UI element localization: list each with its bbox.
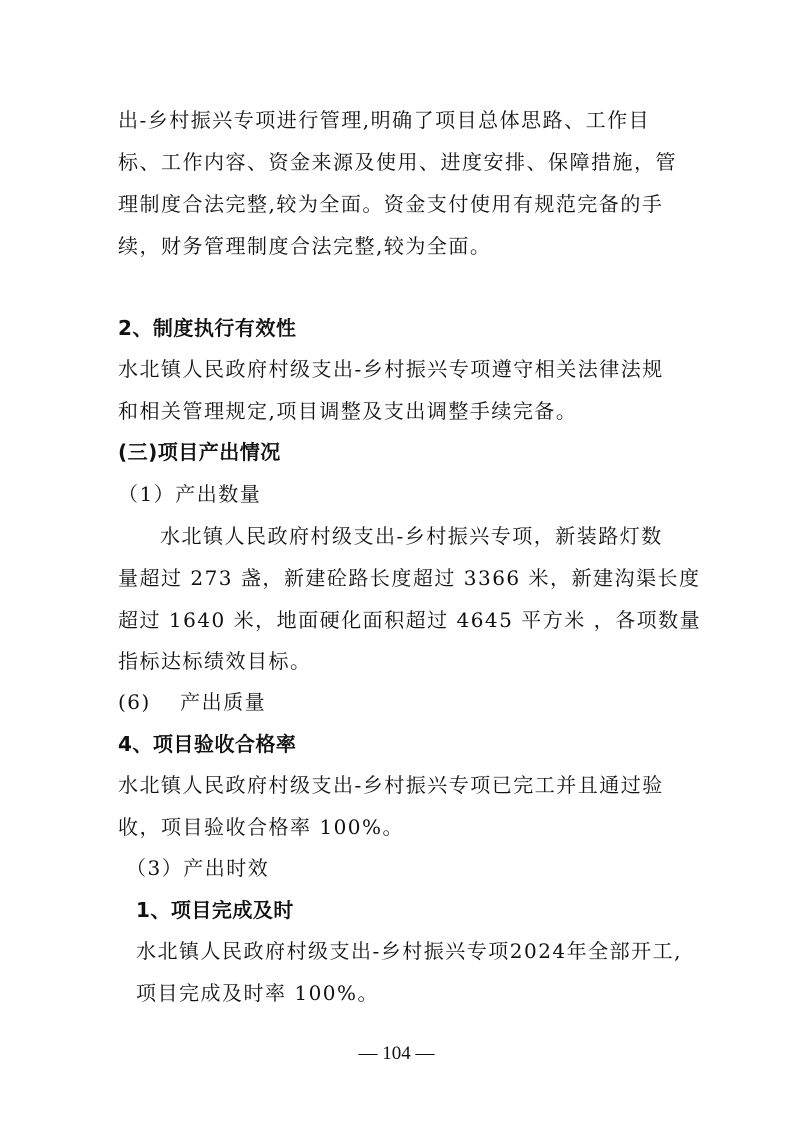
paragraph-line: 水北镇人民政府村级支出-乡村振兴专项，新装路灯数 (160, 524, 663, 548)
paragraph-line: 续，财务管理制度合法完整,较为全面。 (118, 234, 492, 258)
paragraph-line: 指标达标绩效目标。 (118, 649, 312, 673)
subsection-label: （1）产出数量 (118, 482, 262, 506)
paragraph-line: 量超过 273 盏，新建砼路长度超过 3366 米，新建沟渠长度 (118, 566, 701, 590)
section-heading: 4、项目验收合格率 (118, 732, 297, 756)
paragraph-line: 收，项目验收合格率 100%。 (118, 815, 405, 839)
paragraph-line: 和相关管理规定,项目调整及支出调整手续完备。 (118, 399, 578, 423)
paragraph-line: 水北镇人民政府村级支出-乡村振兴专项2024年全部开工, (136, 939, 683, 963)
section-heading: 1、项目完成及时 (136, 898, 294, 922)
section-heading: 2、制度执行有效性 (118, 316, 297, 340)
paragraph-line: 超过 1640 米，地面硬化面积超过 4645 平方米 ，各项数量 (118, 608, 702, 632)
subsection-label: (6) 产出质量 (118, 690, 267, 714)
paragraph-line: 标、工作内容、资金来源及使用、进度安排、保障措施，管 (118, 150, 677, 174)
page-number: — 104 — (358, 1043, 435, 1064)
subsection-label: （3）产出时效 (126, 856, 270, 880)
paragraph-line: 水北镇人民政府村级支出-乡村振兴专项已完工并且通过验 (118, 773, 664, 797)
paragraph-line: 出-乡村振兴专项进行管理,明确了项目总体思路、工作目 (118, 108, 651, 132)
paragraph-line: 水北镇人民政府村级支出-乡村振兴专项遵守相关法律法规 (118, 357, 664, 381)
section-heading: (三)项目产出情况 (118, 440, 281, 464)
paragraph-line: 项目完成及时率 100%。 (136, 981, 380, 1005)
paragraph-line: 理制度合法完整,较为全面。资金支付使用有规范完备的手 (118, 192, 664, 216)
